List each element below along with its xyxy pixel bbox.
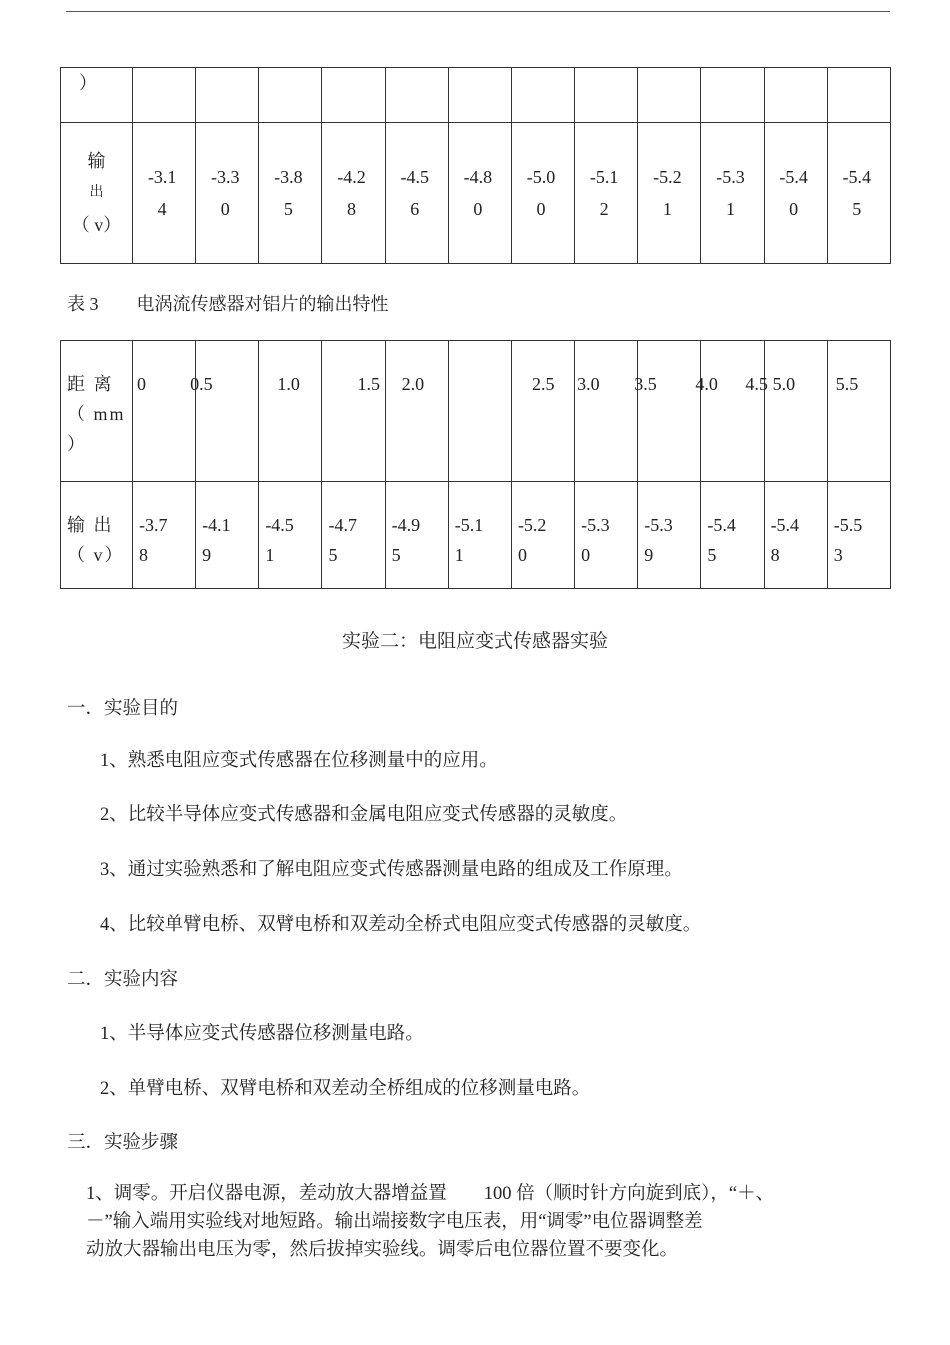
value-text: -5.0 (526, 167, 556, 187)
output-value-cell (638, 123, 701, 264)
output-value-cell (575, 482, 638, 589)
heading-content: 二．实验内容 (67, 970, 179, 990)
value-text (259, 482, 295, 570)
value-part: 1 (265, 545, 275, 565)
value-part: 8 (770, 545, 780, 565)
value-text: -4.8 (463, 167, 493, 187)
value-text (575, 482, 611, 570)
output-value-cell (701, 123, 764, 264)
step-1-paragraph: 1、调零。开启仪器电源，差动放大器增益置 100 倍（顺时针方向旋到底），“＋、 －”输入端用实验线对地短路。输出端接数字电压表，用“调零”电位器调整差 动放大器输出电压为零，然后拔掉实验线。调零后电位器位置不要变化。 (86, 1184, 775, 1260)
distance-value: 2.0 (401, 374, 425, 394)
table-cell (385, 68, 448, 123)
output-value-cell (638, 482, 701, 589)
output-value-cell (511, 482, 574, 589)
distance-cell (695, 341, 768, 482)
table-caption (67, 290, 389, 316)
value-part: -5.5 (833, 515, 863, 535)
value-text: -4.2 (337, 167, 366, 187)
value-part: 9 (644, 545, 654, 565)
table-cell (827, 68, 890, 123)
table-cell (701, 68, 764, 123)
value-part: -3.7 (139, 515, 168, 535)
value-text: 0 (536, 199, 546, 219)
value-part: 0 (581, 545, 591, 565)
value-text: -5.4 (779, 167, 808, 187)
table-row (61, 482, 891, 589)
value-text (133, 482, 169, 570)
table-row (61, 68, 891, 123)
value-text: -5.2 (653, 167, 682, 187)
output-value-cell (827, 123, 890, 264)
distance-cell (259, 341, 322, 482)
output-value-cell (575, 123, 638, 264)
heading-purpose: 一．实验目的 (67, 699, 179, 719)
value-part: -5.2 (517, 515, 547, 535)
value-part: 5 (391, 545, 401, 565)
value-text: 0 (473, 199, 483, 219)
value-part: -4.5 (265, 515, 294, 535)
value-text (765, 482, 801, 570)
output-value-cell (259, 123, 322, 264)
output-value-cell (511, 123, 574, 264)
distance-value: 5.5 (835, 374, 859, 394)
distance-cell (634, 341, 701, 482)
value-text: -5.1 (589, 167, 619, 187)
value-part: -5.4 (770, 515, 800, 535)
value-text (449, 482, 485, 570)
distance-value: 3.5 (634, 374, 657, 394)
value-text (701, 482, 737, 570)
table-cell (764, 68, 827, 123)
value-text: -5.3 (716, 167, 745, 187)
value-part: 0 (517, 545, 527, 565)
distance-value: 1.0 (277, 374, 300, 394)
list-item: 2、比较半导体应变式传感器和金属电阻应变式传感器的灵敏度。 (100, 805, 628, 825)
value-text (828, 482, 864, 570)
distance-value: 5.0 (772, 374, 796, 394)
row-label: ） (61, 68, 133, 123)
row-label-distance: 距 离 （ mm ） (61, 341, 133, 482)
distance-cell (190, 341, 259, 482)
value-part: -4.1 (202, 515, 231, 535)
distance-cell (827, 341, 890, 482)
value-text (196, 482, 232, 570)
output-table-3 (60, 340, 891, 589)
distance-cell (511, 341, 574, 482)
value-part: 1 (454, 545, 464, 565)
value-part: -5.3 (581, 515, 610, 535)
value-part: 8 (139, 545, 148, 565)
row-label-output: 输 出 （ v） (61, 123, 133, 264)
value-text: 1 (662, 199, 672, 219)
distance-value: 3.0 (577, 374, 600, 394)
heading-steps: 三．实验步骤 (67, 1133, 179, 1153)
caption-number: 表 3 (67, 294, 99, 314)
table-cell (259, 68, 322, 123)
list-item: 4、比较单臂电桥、双臂电桥和双差动全桥式电阻应变式传感器的灵敏度。 (100, 915, 702, 935)
value-text: 4 (157, 199, 167, 219)
value-part: 5 (707, 545, 717, 565)
output-value-cell (385, 482, 448, 589)
value-part: -5.3 (644, 515, 673, 535)
table-cell (448, 68, 511, 123)
list-item: 1、熟悉电阻应变式传感器在位移测量中的应用。 (100, 751, 498, 771)
output-value-cell (701, 482, 764, 589)
table-cell (638, 68, 701, 123)
distance-value: 2.5 (531, 374, 555, 394)
distance-value: 0.5 (190, 374, 213, 394)
caption-title: 电涡流传感器对铝片的输出特性 (136, 294, 389, 314)
distance-cell (322, 341, 385, 482)
distance-value: 4.5 (745, 374, 768, 394)
output-value-cell (827, 482, 890, 589)
value-text: 5 (283, 199, 293, 219)
value-text: 5 (852, 199, 862, 219)
table-cell (575, 68, 638, 123)
output-value-cell (448, 482, 511, 589)
table-row (61, 341, 891, 482)
value-text: 0 (220, 199, 230, 219)
value-text: -3.3 (210, 167, 240, 187)
list-item: 1、半导体应变式传感器位移测量电路。 (100, 1024, 424, 1044)
list-item: 3、通过实验熟悉和了解电阻应变式传感器测量电路的组成及工作原理。 (100, 860, 683, 880)
distance-cell (764, 341, 827, 482)
value-text: 2 (599, 199, 609, 219)
value-text: 6 (410, 199, 420, 219)
table-cell (196, 68, 259, 123)
output-value-cell (196, 482, 259, 589)
header-rule (66, 11, 890, 12)
output-value-cell (448, 123, 511, 264)
distance-value: 1.5 (357, 374, 380, 394)
row-label-output: 输 出 （ v） (61, 482, 133, 589)
distance-cell (133, 341, 196, 482)
table-cell (511, 68, 574, 123)
distance-cell (385, 341, 448, 482)
value-text: 1 (725, 199, 735, 219)
output-value-cell (259, 482, 322, 589)
output-value-cell (322, 123, 385, 264)
value-text (638, 482, 674, 570)
value-part: 3 (833, 545, 843, 565)
output-value-cell (764, 482, 827, 589)
value-text: -3.1 (147, 167, 177, 187)
value-part: 9 (202, 545, 212, 565)
table-cell (133, 68, 196, 123)
output-table-1 (60, 67, 891, 264)
value-text: 0 (789, 199, 799, 219)
table-row (61, 123, 891, 264)
value-part: -4.9 (391, 515, 421, 535)
section-title: 实验二：电阻应变式传感器实验 (341, 631, 608, 652)
distance-cell (575, 341, 638, 482)
output-value-cell (133, 482, 196, 589)
value-part: 5 (328, 545, 338, 565)
output-value-cell (133, 123, 196, 264)
value-text (386, 482, 422, 570)
value-text (512, 482, 548, 570)
distance-value: 4.0 (695, 374, 718, 394)
value-part: -5.4 (707, 515, 736, 535)
value-text: -5.4 (842, 167, 872, 187)
value-text: -3.8 (274, 167, 303, 187)
value-part: -4.7 (328, 515, 357, 535)
output-value-cell (196, 123, 259, 264)
value-text: 8 (347, 199, 357, 219)
list-item: 2、单臂电桥、双臂电桥和双差动全桥组成的位移测量电路。 (100, 1079, 591, 1099)
value-text (322, 482, 358, 570)
output-value-cell (764, 123, 827, 264)
value-part: -5.1 (454, 515, 484, 535)
distance-cell (448, 341, 511, 482)
distance-value: 0 (137, 374, 146, 394)
table-cell (322, 68, 385, 123)
output-value-cell (385, 123, 448, 264)
value-text: -4.5 (400, 167, 429, 187)
output-value-cell (322, 482, 385, 589)
